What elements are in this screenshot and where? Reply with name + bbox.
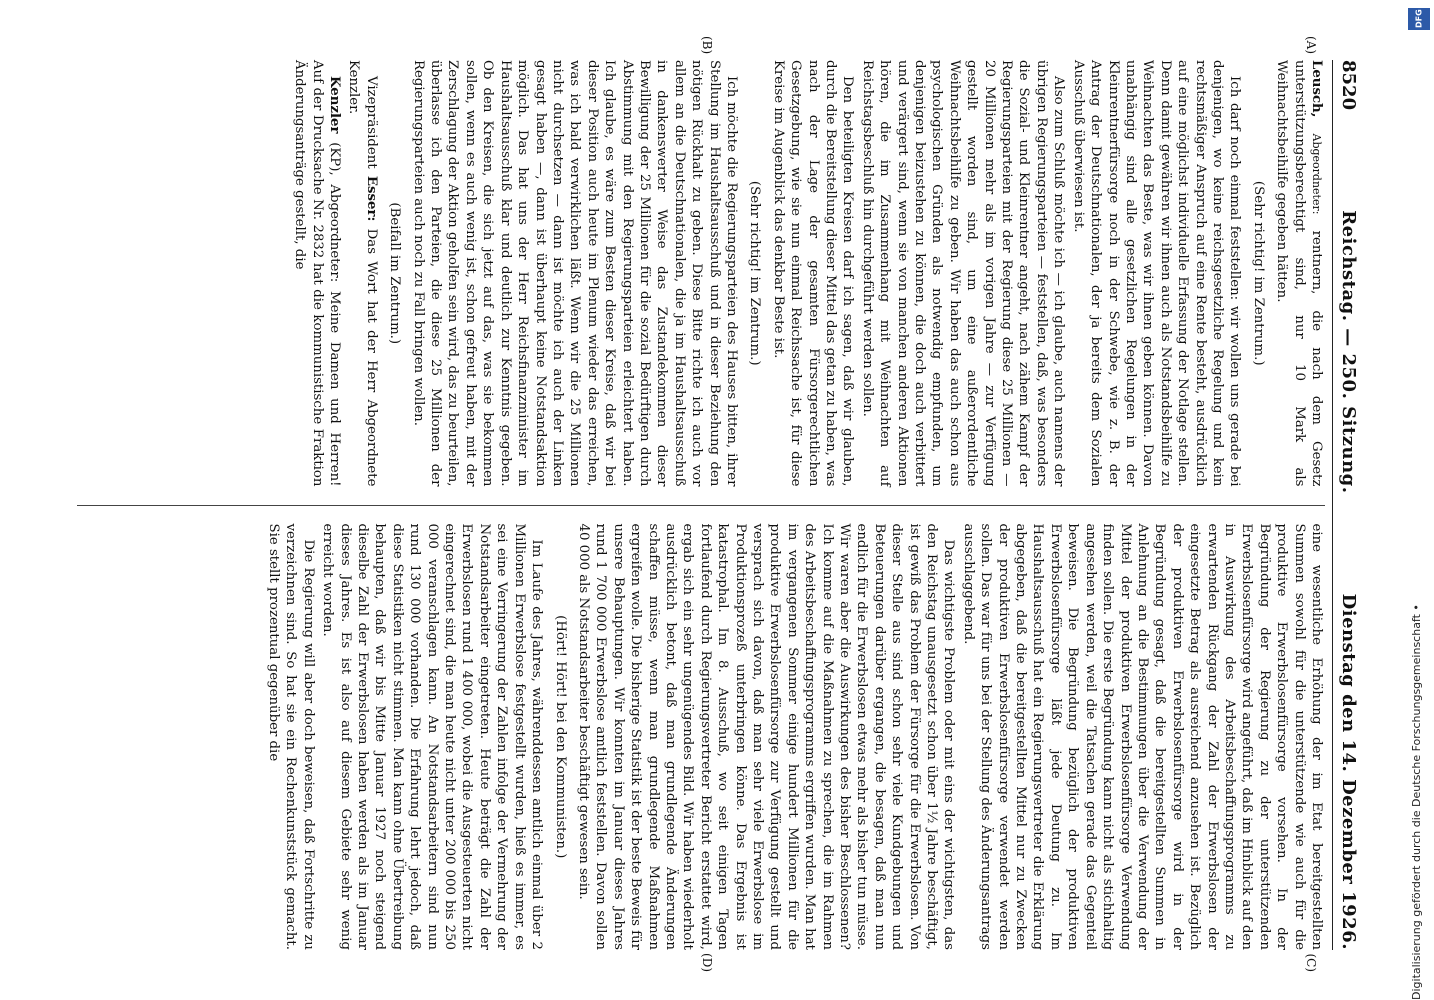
interjection: (Sehr richtig! im Zentrum.) (1250, 180, 1266, 366)
page-number: 8520 (1338, 60, 1359, 111)
interjection: (Sehr richtig! im Zentrum.) (747, 180, 763, 366)
paragraph-text: Das Wort hat der Herr Abgeordnete Kenzler. (346, 60, 379, 487)
paragraph: Die Regierung will aber doch beweisen, daß Fortschritte zu verzeichnen sind. So hat sie ein Rechenkunststück gemacht. Sie stellt prozentual gegenüber die (266, 523, 316, 950)
document-page (57, 30, 1377, 970)
session-date: Dienstag den 14. Dezember 1926. (1338, 593, 1359, 950)
paragraph: Das wichtigste Problem oder mit eins der wichtigsten, das den Reichstag unausgesetzt schon über 1½ Jahre beschäftigt, ist gewiß das Problem der Fürsorge für die Erwerbslosen. Von dieser Stelle aus sind schon sehr viele Kundgebungen und Beteuerungen darüber ergangen, die besagen, daß man nun endlich für die Erwerbslosen etwas mehr als bisher tun müsse. Wir waren aber die Auswirkungen des bisher Beschlossenen? Ich komme auf die Maßnahmen zu sprechen, die im Rahmen des Arbeitsbeschaffungsprogramms ergriffen wurden. Man hat im vergangenen Sommer einige hundert Millionen für die produktive Erwerbslosenfürsorge zur Verfügung gestellt und versprach sich davon, daß man sehr viele Erwerbslose im Produktionsprozeß unterbringen könne. Das Ergebnis ist katastrophal. Im 8. Ausschuß, wo seit einigen Tagen fortlaufend durch Regierungsvertreter Bericht erstattet wird, ergab sich ein sehr ungenügendes Bild. Wir haben wiederholt ausdrücklich betont, daß man grundlegende Änderungen schaffen müsse, wenn man grundlegende Maßnahmen ergreifen wolle. Die bisherige Statistik ist der beste Beweis für unsere Behauptungen. Wir konnten im Januar dieses Jahres rund 1 700 000 Erwerbslose amtlich feststellen. Davon sollen 40 000 als Notstandsarbeiter beschäftigt gewesen sein. (575, 523, 957, 951)
margin-marker-c: (C) (1304, 953, 1318, 972)
margin-marker-a: (A) (1304, 36, 1318, 55)
funding-notice: Digitalisierung gefördert durch die Deutsche Forschungsgemeinschaft • (1410, 604, 1423, 1000)
speaker-name: Kenzler (327, 76, 343, 134)
interjection: (Hört! Hört! bei den Kommunisten.) (552, 615, 568, 859)
margin-marker-d: (D) (700, 953, 714, 972)
right-column (77, 523, 1325, 972)
paragraph (291, 60, 343, 487)
paragraph-text: (KP), Abgeordneter: Meine Damen und Herren! Auf der Drucksache Nr. 2832 hat die kommunistische Fraktion Änderungsanträge gestellt, die (292, 60, 343, 487)
paragraph-text: rentnern, die nach dem Gesetz unterstützungsberechtigt sind, nur 10 Mark als Weihnachtsbeihilfe gegeben hätten. (1274, 60, 1324, 487)
paragraph: Ich darf noch einmal feststellen: wir wollen uns gerade bei denjenigen, wo keine reichsgesetzliche Regelung und kein rechtsmäßiger Anspruch auf eine Rente besteht, ausdrücklich auf eine möglichst individuelle Erfassung der Notlage stellen. Denn damit gewähren wir ihnen auch als Notstandsbeihilfe zu Weihnachten das Beste, was wir ihnen geben können. Davon unabhängig sind alle gesetzlichen Regelungen in der Kleinrentnerfürsorge noch in der Schwebe, wie z. B. der Antrag der Deutschnationalen, der ja bereits dem Sozialen Ausschuß überwiesen ist. (1070, 60, 1243, 487)
paragraph: Also zum Schluß möchte ich — ich glaube, auch namens der übrigen Regierungsparteien — feststellen, daß, was besonders die Sozial- und Kleinrentner angeht, nach zähem Kampf der Regierungsparteien mit der Regierung diese 25 Millionen — 20 Millionen mehr als im vorigen Jahre — zur Verfügung gestellt worden sind, um eine außerordentliche Weihnachtsbeihilfe zu geben. Wir haben das auch schon aus psychologischen Gründen als notwendig empfunden, um denjenigen beizustehen zu können, die doch auch verbittert und verärgert sind, wenn sie von manchen anderen Aktionen hören, die im Zusammenhang mit Weihnachten auf Reichstagsbeschluß hin durchgeführt werden sollen. (859, 60, 1067, 487)
speaker-role: Abgeordneter: (1310, 133, 1323, 215)
speaker-name: Esser: (363, 175, 379, 222)
paragraph (345, 60, 380, 487)
funding-sidebar (1400, 0, 1434, 1000)
role-label: Vizepräsident (363, 76, 379, 169)
paragraph (1273, 60, 1325, 487)
paragraph: eine wesentliche Erhöhung der im Etat bereitgestellten Summen sowohl für die unterstützende wie auch für die produktive Erwerbslosenfürsorge vorsehen. In der Begründung der Regierung zu der unterstützenden Erwerbslosenfürsorge wird angeführt, daß im Hinblick auf den in Auswirkung des Arbeitsbeschaffungsprogramms zu erwartenden Rückgang der Zahl der Erwerbslosen der eingesetzte Betrag als ausreichend anzusehen ist. Bezüglich der produktiven Erwerbslosenfürsorge wird in der Begründung gesagt, daß die bereitgestellten Summen in Anlehnung an die Bestimmungen über die Verwendung der Mittel der produktiven Erwerbslosenfürsorge Verwendung finden sollen. Die erste Begründung kann nicht als stichhaltig angesehen werden, weil die Tatsachen gerade das Gegenteil beweisen. Die Begründung bezüglich der produktiven Erwerbslosenfürsorge läßt jede Deutung zu. Im Haushaltsausschuß hat ein Regierungsvertreter die Erklärung abgegeben, daß die bereitgestellten Mittel nur zu Zwecken der produktiven Erwerbslosenfürsorge verwendet werden sollen. Das war für uns bei der Stellung des Änderungsantrags ausschlaggebend. (960, 523, 1324, 950)
dfg-logo: DFG (1408, 8, 1430, 30)
interjection: (Beifall im Zentrum.) (387, 202, 403, 345)
page-header (1332, 60, 1359, 950)
column-divider (77, 505, 1325, 506)
paragraph: Den beteiligten Kreisen darf ich sagen, daß wir glauben, durch die Bereitstellung dieser Mittel das getan zu haben, was nach der Lage der gesamten Fürsorgerechtlichen Gesetzgebung, wie sie nun einmal Reichssache ist, für diese Kreise im Augenblick das denkbar Beste ist. (770, 60, 856, 487)
speaker-name: Leusch, (1309, 60, 1324, 118)
session-title: Reichstag. — 250. Sitzung. (1338, 210, 1359, 494)
margin-marker-b: (B) (700, 36, 714, 55)
left-column (77, 36, 1325, 487)
paragraph: Ich möchte die Regierungsparteien des Hauses bitten, ihrer Stellung im Haushaltsausschuß und in dieser Beziehung den nötigen Rückhalt zu geben. Diese Bitte richte ich auch vor allem an die Deutschnationalen, die ja im Haushaltsausschuß in dankenswerter Weise das Zustandekommen dieser Bewilligung der 25 Millionen für die sozial Bedürftigen durch Abstimmung mit den Regierungsparteien erleichtert haben. Ich glaube, es wäre zum Besten dieser Kreise, daß wir bei dieser Position auch heute im Plenum wieder das erreichen, was ich bald verwirklichen läßt. Wenn wir die 25 Millionen nicht durchsetzen — dann ist möchte ich auch der Linken gesagt haben —, dann ist überhaupt keine Notstandsaktion möglich. Das hat uns der Herr Reichsfinanzminister im Haushaltsausschuß klar und deutlich zur Kenntnis gegeben. Ob den Kreisen, die sich jetzt auf das, was sie bekommen sollen, wenn es auch wenig ist, schon gefreut haben, mit der Zerschlagung der Aktion geholfen sein wird, das zu beurteilen, überlasse ich den Parteien, die diese 25 Millionen der Regierungsparteien auch noch zu Fall bringen wollen. (410, 60, 739, 487)
paragraph: Im Laufe des Jahres, währenddessen amtlich einmal über 2 Millionen Erwerbslose festgestellt wurden, hieß es immer, es sei eine Verringerung der Zahlen infolge der Vermehrung der Notstandsarbeiter eingetreten. Heute beträgt die Zahl der Erwerbslosen rund 1 400 000, wobei die Ausgesteuerten nicht eingerechnet sind, die man heute nicht unter 200 000 bis 250 000 veranschlagen kann. An Notstandsarbeitern sind nun rund 130 000 vorhanden. Die Erfahrung lehrt jedoch, daß diese Statistiken nicht stimmen. Man kann ohne Übertreibung behaupten, daß wir bis Mitte Januar 1927 noch steigend dieselbe Zahl der Erwerbslosen haben werden als im Januar dieses Jahres. Es ist also auf diesem Gebiete sehr wenig erreicht worden. (320, 523, 545, 950)
